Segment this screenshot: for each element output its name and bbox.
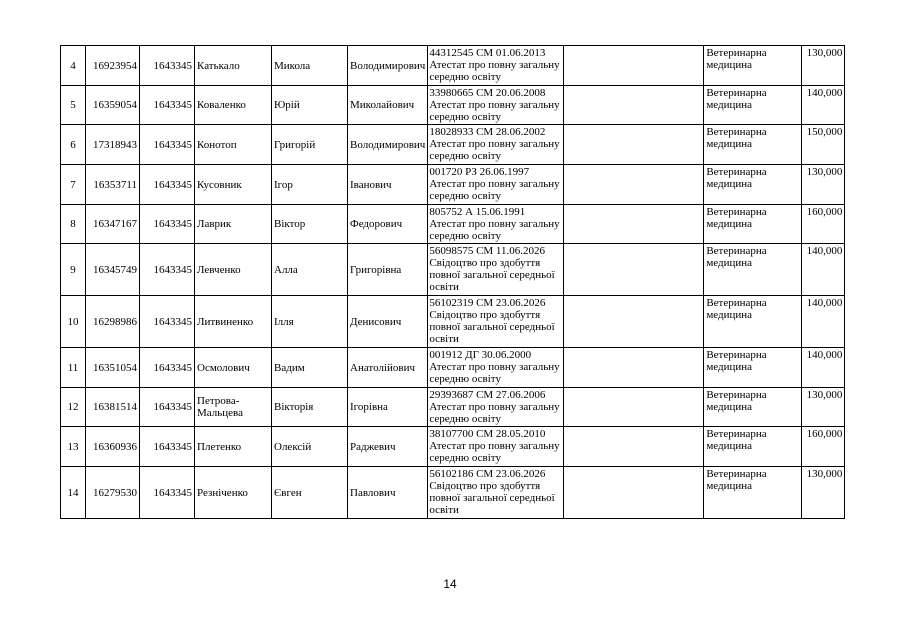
surname-cell: Лаврик (195, 205, 272, 244)
table-row (61, 205, 845, 244)
page-number: 14 (443, 577, 457, 591)
specialty-cell: Ветеринарна медицина (704, 348, 802, 388)
first-name-cell: Олексій (272, 427, 348, 467)
applicant-id-cell: 16359054 (86, 86, 140, 125)
specialty-cell: Ветеринарна медицина (704, 165, 802, 205)
first-name-cell: Григорій (272, 125, 348, 165)
score-cell: 140,000 (802, 244, 845, 296)
first-name-cell: Ілля (272, 296, 348, 348)
specialty-cell: Ветеринарна медицина (704, 205, 802, 244)
document-cell: 56102319 СМ 23.06.2026 Свідоцтво про здобуття повної загальної середньої освіти (428, 296, 564, 348)
row-number-cell: 10 (61, 296, 86, 348)
row-number-cell: 14 (61, 467, 86, 519)
applicant-id-cell: 16923954 (86, 46, 140, 86)
extra-cell (564, 205, 704, 244)
row-number-cell: 4 (61, 46, 86, 86)
score-cell: 130,000 (802, 46, 845, 86)
specialty-cell: Ветеринарна медицина (704, 46, 802, 86)
document-cell: 001720 РЗ 26.06.1997 Атестат про повну загальну середню освіту (428, 165, 564, 205)
row-number-cell: 5 (61, 86, 86, 125)
table-row (61, 388, 845, 427)
patronymic-cell: Павлович (348, 467, 428, 519)
document-cell: 805752 А 15.06.1991 Атестат про повну загальну середню освіту (428, 205, 564, 244)
row-number-cell: 8 (61, 205, 86, 244)
first-name-cell: Ігор (272, 165, 348, 205)
row-number-cell: 7 (61, 165, 86, 205)
applicants-table (60, 45, 845, 519)
patronymic-cell: Денисович (348, 296, 428, 348)
score-cell: 160,000 (802, 427, 845, 467)
document-cell: 18028933 СМ 28.06.2002 Атестат про повну загальну середню освіту (428, 125, 564, 165)
specialty-cell: Ветеринарна медицина (704, 467, 802, 519)
table-row (61, 427, 845, 467)
applicant-id-cell: 16347167 (86, 205, 140, 244)
offer-code-cell: 1643345 (140, 348, 195, 388)
specialty-cell: Ветеринарна медицина (704, 296, 802, 348)
specialty-cell: Ветеринарна медицина (704, 86, 802, 125)
extra-cell (564, 125, 704, 165)
extra-cell (564, 348, 704, 388)
surname-cell: Петрова-Мальцева (195, 388, 272, 427)
row-number-cell: 12 (61, 388, 86, 427)
offer-code-cell: 1643345 (140, 165, 195, 205)
table-row (61, 125, 845, 165)
table-row (61, 296, 845, 348)
surname-cell: Катькало (195, 46, 272, 86)
patronymic-cell: Іванович (348, 165, 428, 205)
score-cell: 130,000 (802, 467, 845, 519)
extra-cell (564, 165, 704, 205)
patronymic-cell: Федорович (348, 205, 428, 244)
table-row (61, 165, 845, 205)
surname-cell: Плетенко (195, 427, 272, 467)
score-cell: 140,000 (802, 348, 845, 388)
applicant-id-cell: 16351054 (86, 348, 140, 388)
specialty-cell: Ветеринарна медицина (704, 125, 802, 165)
applicant-id-cell: 16360936 (86, 427, 140, 467)
score-cell: 130,000 (802, 165, 845, 205)
extra-cell (564, 296, 704, 348)
offer-code-cell: 1643345 (140, 205, 195, 244)
specialty-cell: Ветеринарна медицина (704, 244, 802, 296)
document-cell: 44312545 СМ 01.06.2013 Атестат про повну загальну середню освіту (428, 46, 564, 86)
offer-code-cell: 1643345 (140, 296, 195, 348)
surname-cell: Левченко (195, 244, 272, 296)
table-row (61, 348, 845, 388)
score-cell: 160,000 (802, 205, 845, 244)
document-cell: 56098575 СМ 11.06.2026 Свідоцтво про здобуття повної загальної середньої освіти (428, 244, 564, 296)
offer-code-cell: 1643345 (140, 467, 195, 519)
row-number-cell: 13 (61, 427, 86, 467)
score-cell: 150,000 (802, 125, 845, 165)
patronymic-cell: Ігорівна (348, 388, 428, 427)
first-name-cell: Микола (272, 46, 348, 86)
score-cell: 140,000 (802, 296, 845, 348)
applicant-id-cell: 16298986 (86, 296, 140, 348)
table-row (61, 46, 845, 86)
extra-cell (564, 244, 704, 296)
applicant-id-cell: 16345749 (86, 244, 140, 296)
patronymic-cell: Володимирович (348, 46, 428, 86)
extra-cell (564, 86, 704, 125)
patronymic-cell: Григорівна (348, 244, 428, 296)
patronymic-cell: Володимирович (348, 125, 428, 165)
table-row (61, 86, 845, 125)
applicant-id-cell: 17318943 (86, 125, 140, 165)
offer-code-cell: 1643345 (140, 388, 195, 427)
surname-cell: Кусовник (195, 165, 272, 205)
offer-code-cell: 1643345 (140, 86, 195, 125)
first-name-cell: Вікторія (272, 388, 348, 427)
surname-cell: Литвиненко (195, 296, 272, 348)
score-cell: 130,000 (802, 388, 845, 427)
table-body (61, 46, 845, 519)
table-row (61, 467, 845, 519)
offer-code-cell: 1643345 (140, 46, 195, 86)
first-name-cell: Юрій (272, 86, 348, 125)
first-name-cell: Євген (272, 467, 348, 519)
document-cell: 29393687 СМ 27.06.2006 Атестат про повну загальну середню освіту (428, 388, 564, 427)
offer-code-cell: 1643345 (140, 125, 195, 165)
document-cell: 001912 ДГ 30.06.2000 Атестат про повну загальну середню освіту (428, 348, 564, 388)
row-number-cell: 6 (61, 125, 86, 165)
document-cell: 33980665 СМ 20.06.2008 Атестат про повну загальну середню освіту (428, 86, 564, 125)
surname-cell: Осмолович (195, 348, 272, 388)
applicant-id-cell: 16353711 (86, 165, 140, 205)
surname-cell: Конотоп (195, 125, 272, 165)
first-name-cell: Вадим (272, 348, 348, 388)
specialty-cell: Ветеринарна медицина (704, 388, 802, 427)
patronymic-cell: Миколайович (348, 86, 428, 125)
patronymic-cell: Анатолійович (348, 348, 428, 388)
specialty-cell: Ветеринарна медицина (704, 427, 802, 467)
first-name-cell: Алла (272, 244, 348, 296)
patronymic-cell: Раджевич (348, 427, 428, 467)
surname-cell: Резніченко (195, 467, 272, 519)
extra-cell (564, 46, 704, 86)
document-cell: 56102186 СМ 23.06.2026 Свідоцтво про здобуття повної загальної середньої освіти (428, 467, 564, 519)
extra-cell (564, 427, 704, 467)
document-cell: 38107700 СМ 28.05.2010 Атестат про повну загальну середню освіту (428, 427, 564, 467)
extra-cell (564, 467, 704, 519)
extra-cell (564, 388, 704, 427)
row-number-cell: 9 (61, 244, 86, 296)
row-number-cell: 11 (61, 348, 86, 388)
table-row (61, 244, 845, 296)
applicant-id-cell: 16279530 (86, 467, 140, 519)
offer-code-cell: 1643345 (140, 244, 195, 296)
applicant-id-cell: 16381514 (86, 388, 140, 427)
score-cell: 140,000 (802, 86, 845, 125)
surname-cell: Коваленко (195, 86, 272, 125)
first-name-cell: Віктор (272, 205, 348, 244)
offer-code-cell: 1643345 (140, 427, 195, 467)
